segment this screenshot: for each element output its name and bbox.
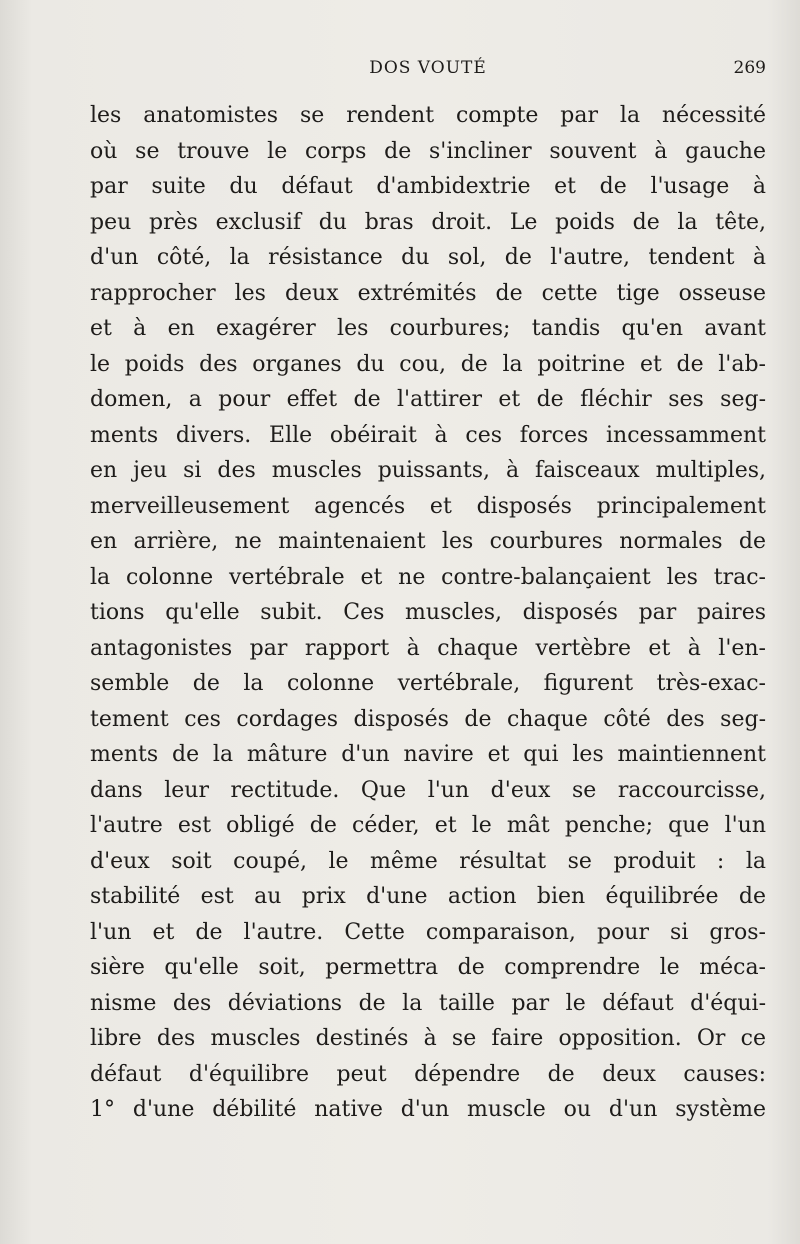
text-line: le poids des organes du cou, de la poitrine et de l'ab- bbox=[90, 351, 766, 377]
text-line: 1° d'une débilité native d'un muscle ou d'un système bbox=[90, 1097, 766, 1122]
text-line: la colonne vertébrale et ne contre-balançaient les trac- bbox=[90, 564, 766, 590]
text-line: nisme des déviations de la taille par le défaut d'équi- bbox=[90, 990, 766, 1016]
text-line: d'un côté, la résistance du sol, de l'autre, tendent à bbox=[90, 245, 766, 270]
text-line: en arrière, ne maintenaient les courbures normales de bbox=[90, 529, 766, 554]
text-line: sière qu'elle soit, permettra de comprendre le méca- bbox=[90, 955, 766, 980]
text-line: où se trouve le corps de s'incliner souvent à gauche bbox=[90, 138, 766, 164]
body-text bbox=[90, 98, 766, 1128]
running-head bbox=[90, 58, 766, 86]
text-line: rapprocher les deux extrémités de cette tige osseuse bbox=[90, 280, 766, 306]
text-line: tement ces cordages disposés de chaque côté des seg- bbox=[90, 706, 766, 732]
text-line: stabilité est au prix d'une action bien équilibrée de bbox=[90, 884, 766, 909]
text-line: libre des muscles destinés à se faire opposition. Or ce bbox=[90, 1026, 766, 1051]
text-line: l'un et de l'autre. Cette comparaison, pour si gros- bbox=[90, 919, 766, 945]
text-line: dans leur rectitude. Que l'un d'eux se raccourcisse, bbox=[90, 777, 766, 803]
text-line: par suite du défaut d'ambidextrie et de l'usage à bbox=[90, 174, 766, 199]
text-line: merveilleusement agencés et disposés principalement bbox=[90, 493, 766, 519]
text-line: domen, a pour effet de l'attirer et de fléchir ses seg- bbox=[90, 387, 766, 412]
page-number: 269 bbox=[733, 58, 766, 78]
text-line: et à en exagérer les courbures; tandis qu'en avant bbox=[90, 316, 766, 341]
text-line: peu près exclusif du bras droit. Le poids de la tête, bbox=[90, 209, 766, 235]
text-line: en jeu si des muscles puissants, à faisceaux multiples, bbox=[90, 458, 766, 483]
text-line: l'autre est obligé de céder, et le mât penche; que l'un bbox=[90, 813, 766, 838]
text-line: tions qu'elle subit. Ces muscles, disposés par paires bbox=[90, 600, 766, 625]
text-line: défaut d'équilibre peut dépendre de deux causes: bbox=[90, 1061, 766, 1087]
text-line: ments de la mâture d'un navire et qui les maintiennent bbox=[90, 742, 766, 767]
text-line: d'eux soit coupé, le même résultat se produit : la bbox=[90, 848, 766, 874]
text-line: les anatomistes se rendent compte par la nécessité bbox=[90, 103, 766, 128]
running-head-title: DOS VOUTÉ bbox=[369, 58, 487, 78]
text-line: ments divers. Elle obéirait à ces forces incessamment bbox=[90, 422, 766, 448]
text-line: antagonistes par rapport à chaque vertèbre et à l'en- bbox=[90, 635, 766, 661]
text-line: semble de la colonne vertébrale, figurent très-exac- bbox=[90, 671, 766, 696]
